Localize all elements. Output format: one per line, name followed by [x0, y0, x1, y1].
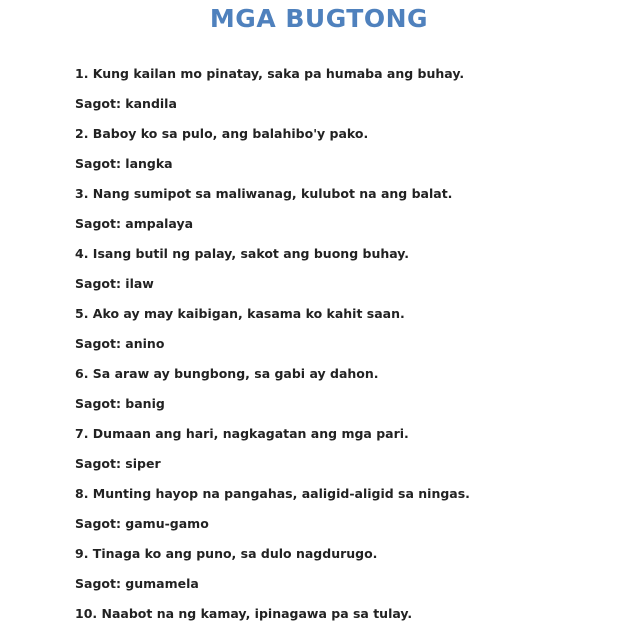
- riddle-list: [75, 66, 470, 636]
- riddle-question-7: 7. Dumaan ang hari, nagkagatan ang mga pari.: [75, 426, 409, 441]
- riddle-question-8: 8. Munting hayop na pangahas, aaligid-aligid sa ningas.: [75, 486, 470, 501]
- riddle-answer-6: Sagot: banig: [75, 396, 165, 411]
- riddle-question-9: 9. Tinaga ko ang puno, sa dulo nagdurugo.: [75, 546, 378, 561]
- riddle-answer-3: Sagot: ampalaya: [75, 216, 194, 231]
- riddle-question-3: 3. Nang sumipot sa maliwanag, kulubot na ang balat.: [75, 186, 453, 201]
- riddle-answer-2: Sagot: langka: [75, 156, 173, 171]
- riddle-question-10: 10. Naabot na ng kamay, ipinagawa pa sa tulay.: [75, 606, 413, 621]
- riddle-question-6: 6. Sa araw ay bungbong, sa gabi ay dahon.: [75, 366, 379, 381]
- riddle-question-2: 2. Baboy ko sa pulo, ang balahibo'y pako.: [75, 126, 369, 141]
- riddle-answer-8: Sagot: gamu-gamo: [75, 516, 209, 531]
- riddle-answer-5: Sagot: anino: [75, 336, 165, 351]
- riddle-answer-9: Sagot: gumamela: [75, 576, 199, 591]
- riddle-question-1: 1. Kung kailan mo pinatay, saka pa humaba ang buhay.: [75, 66, 465, 81]
- riddle-answer-7: Sagot: siper: [75, 456, 161, 471]
- document-title: MGA BUGTONG: [209, 4, 429, 33]
- riddle-question-5: 5. Ako ay may kaibigan, kasama ko kahit saan.: [75, 306, 405, 321]
- riddle-answer-1: Sagot: kandila: [75, 96, 177, 111]
- riddle-question-4: 4. Isang butil ng palay, sakot ang buong buhay.: [75, 246, 410, 261]
- riddle-answer-4: Sagot: ilaw: [75, 276, 154, 291]
